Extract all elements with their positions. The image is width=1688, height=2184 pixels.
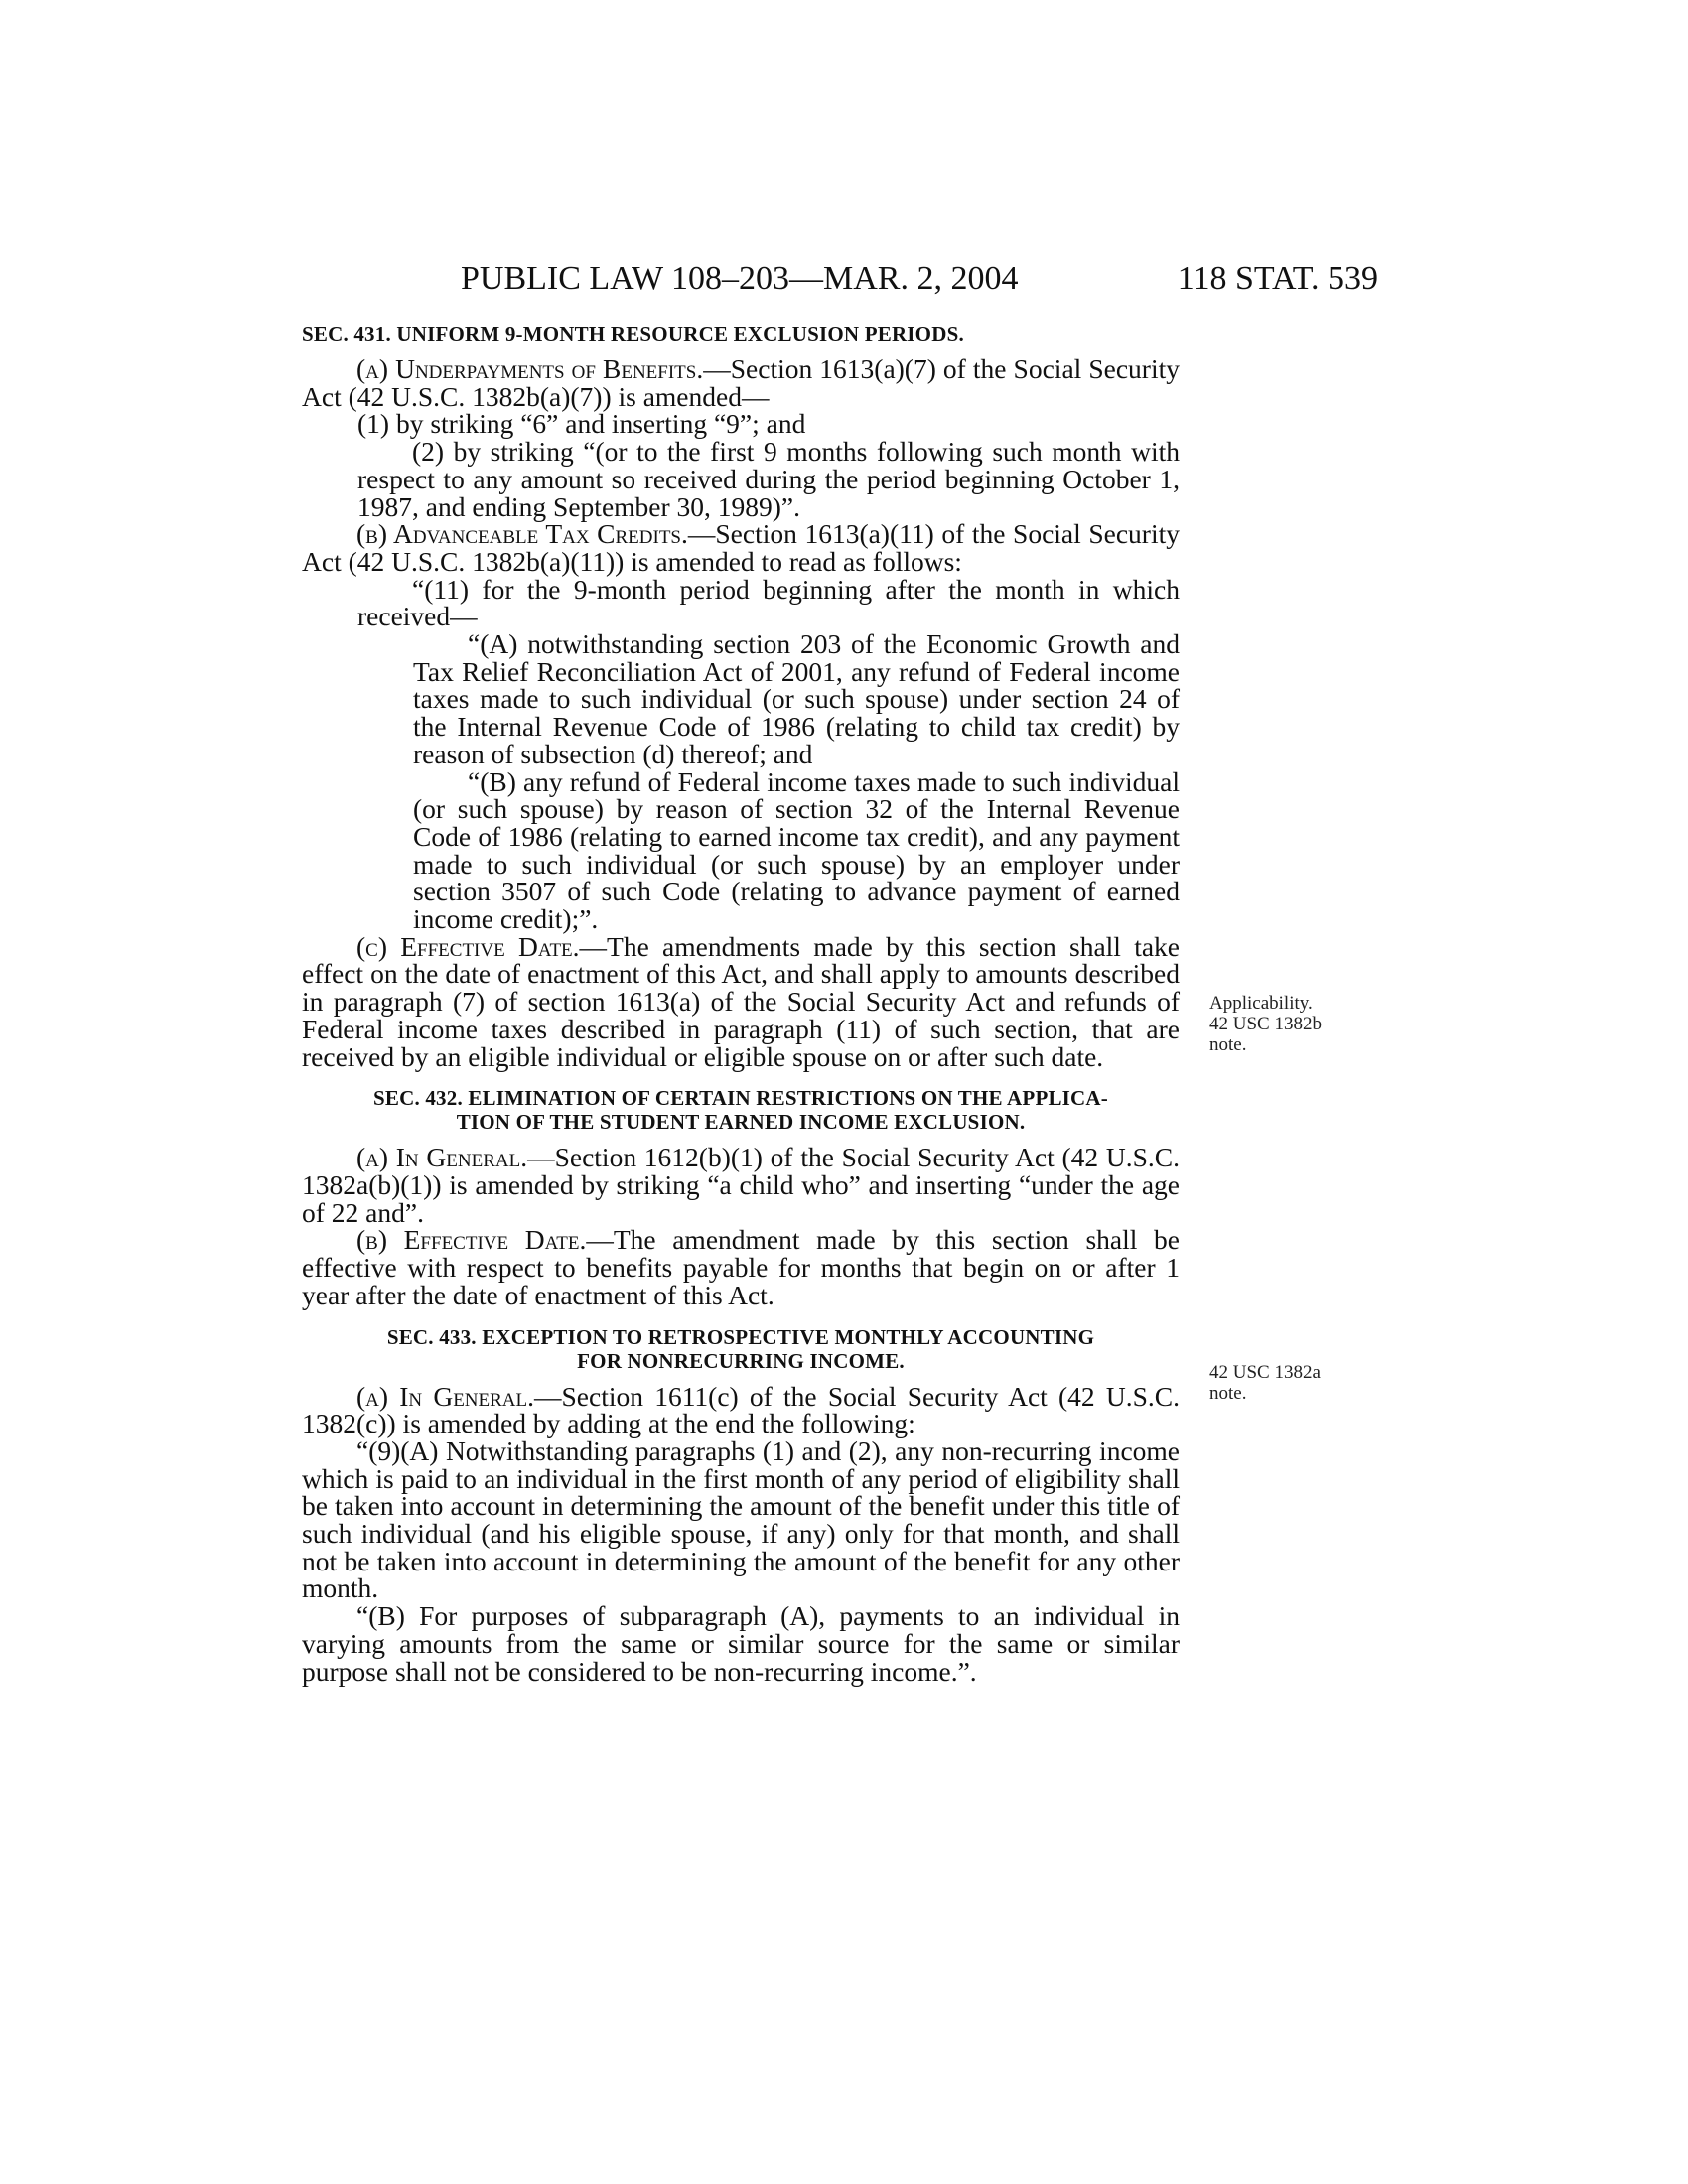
sec431-a-paragraph-1: (1) by striking “6” and inserting “9”; and — [357, 408, 806, 440]
sec431-b-paragraph-11: “(11) for the 9-month period beginning after the month in which received— — [357, 573, 1180, 632]
running-header — [302, 260, 1378, 300]
sec431-a-text: —Section 1613(a)(7) of the Social Security Act (42 U.S.C. 1382b(a)(7)) is amended— — [302, 353, 1180, 412]
margin-note-line: Applicability. — [1209, 993, 1313, 1014]
sec431-b-text: —Section 1613(a)(11) of the Social Security Act (42 U.S.C. 1382b(a)(11)) is amended to read as follows: — [302, 518, 1180, 577]
sec431-c-text: —The amendments made by this section shall take effect on the date of enactment of this Act, and shall apply to amounts described in paragraph (7) of section 1613(a) of the Social Security Act and refunds of Federal income taxes described in paragraph (11) of such section, that are received by an eligible individual or eligible spouse on or after such date. — [302, 930, 1180, 1072]
sec431-c-heading: (c) Effective Date. — [356, 930, 580, 962]
sec431-subsection-a — [302, 355, 1180, 410]
sec432-b-heading: (b) Effective Date. — [356, 1224, 587, 1256]
section-432-heading-line-1: SEC. 432. ELIMINATION OF CERTAIN RESTRICTIONS ON THE APPLICA- — [373, 1086, 1108, 1111]
sec431-subsection-c — [302, 930, 1180, 1072]
section-431-heading: SEC. 431. UNIFORM 9-MONTH RESOURCE EXCLUSION PERIODS. — [302, 322, 964, 345]
sec432-b-text: —The amendment made by this section shall be effective with respect to benefits payable for months that begin on or after 1 year after the date of enactment of this Act. — [302, 1224, 1180, 1310]
sec431-b-subparagraph-A: “(A) notwithstanding section 203 of the Economic Growth and Tax Relief Reconciliation Act of 2001, any refund of Federal income taxes made to such individual (or such spouse) under section 24 of the Internal Revenue Code of 1986 (relating to child tax credit) by reason of subsection (d) thereof; and — [413, 628, 1180, 769]
sec431-a-heading: (a) Underpayments of Benefits. — [356, 353, 704, 384]
sec433-a-subparagraph-9A: “(9)(A) Notwithstanding paragraphs (1) and (2), any non-recurring income which is paid to an individual in the first month of any period of eligibility shall be taken into account in determining the amount of the benefit under this title of such individual (and his eligible spouse, if any) only for that month, and shall not be taken into account in determining the amount of the benefit for any other month. — [302, 1434, 1180, 1604]
margin-note-1382a — [1209, 1362, 1378, 1404]
section-433-heading — [302, 1325, 1180, 1373]
sec432-a-text: —Section 1612(b)(1) of the Social Security Act (42 U.S.C. 1382a(b)(1)) is amended by striking “a child who” and inserting “under the age of 22 and”. — [302, 1142, 1180, 1228]
sec431-subsection-b — [302, 520, 1180, 575]
sec433-a-subparagraph-B: “(B) For purposes of subparagraph (A), payments to an individual in varying amounts from the same or similar source for the same or similar purpose shall not be considered to be non-recurring income.”. — [302, 1600, 1180, 1687]
sec431-b-subparagraph-B: “(B) any refund of Federal income taxes made to such individual (or such spouse) by reason of section 32 of the Internal Revenue Code of 1986 (relating to earned income tax credit), and any payment made to such individual (or such spouse) by an employer under section 3507 of such Code (relating to advance payment of earned income credit);”. — [413, 765, 1180, 935]
section-433-heading-line-2: FOR NONRECURRING INCOME. — [577, 1348, 905, 1373]
sec431-a-paragraph-2: (2) by striking “(or to the first 9 months following such month with respect to any amount so received during the period beginning October 1, 1987, and ending September 30, 1989)”. — [357, 436, 1180, 522]
margin-note-line: note. — [1209, 1383, 1247, 1404]
margin-note-applicability — [1209, 993, 1378, 1055]
sec432-subsection-b — [302, 1226, 1180, 1308]
margin-note-line: note. — [1209, 1034, 1247, 1055]
sec433-a-heading: (a) In General. — [356, 1380, 534, 1412]
sec431-b-heading: (b) Advanceable Tax Credits. — [356, 518, 688, 550]
header-citation: PUBLIC LAW 108–203—MAR. 2, 2004 — [461, 260, 1019, 297]
header-stat-page: 118 STAT. 539 — [1177, 260, 1378, 297]
sec433-subsection-a — [302, 1380, 1180, 1439]
margin-note-line: 42 USC 1382b — [1209, 1014, 1322, 1034]
sec432-subsection-a — [302, 1144, 1180, 1226]
sec433-a-text: —Section 1611(c) of the Social Security Act (42 U.S.C. 1382(c)) is amended by adding at the end the following: — [302, 1380, 1180, 1439]
section-432-heading-line-2: TION OF THE STUDENT EARNED INCOME EXCLUSION. — [456, 1110, 1026, 1135]
body-text — [302, 316, 1180, 1685]
margin-note-line: 42 USC 1382a — [1209, 1362, 1321, 1383]
section-432-heading — [302, 1086, 1180, 1134]
sec432-a-heading: (a) In General. — [356, 1142, 528, 1173]
section-433-heading-line-1: SEC. 433. EXCEPTION TO RETROSPECTIVE MONTHLY ACCOUNTING — [386, 1324, 1095, 1349]
